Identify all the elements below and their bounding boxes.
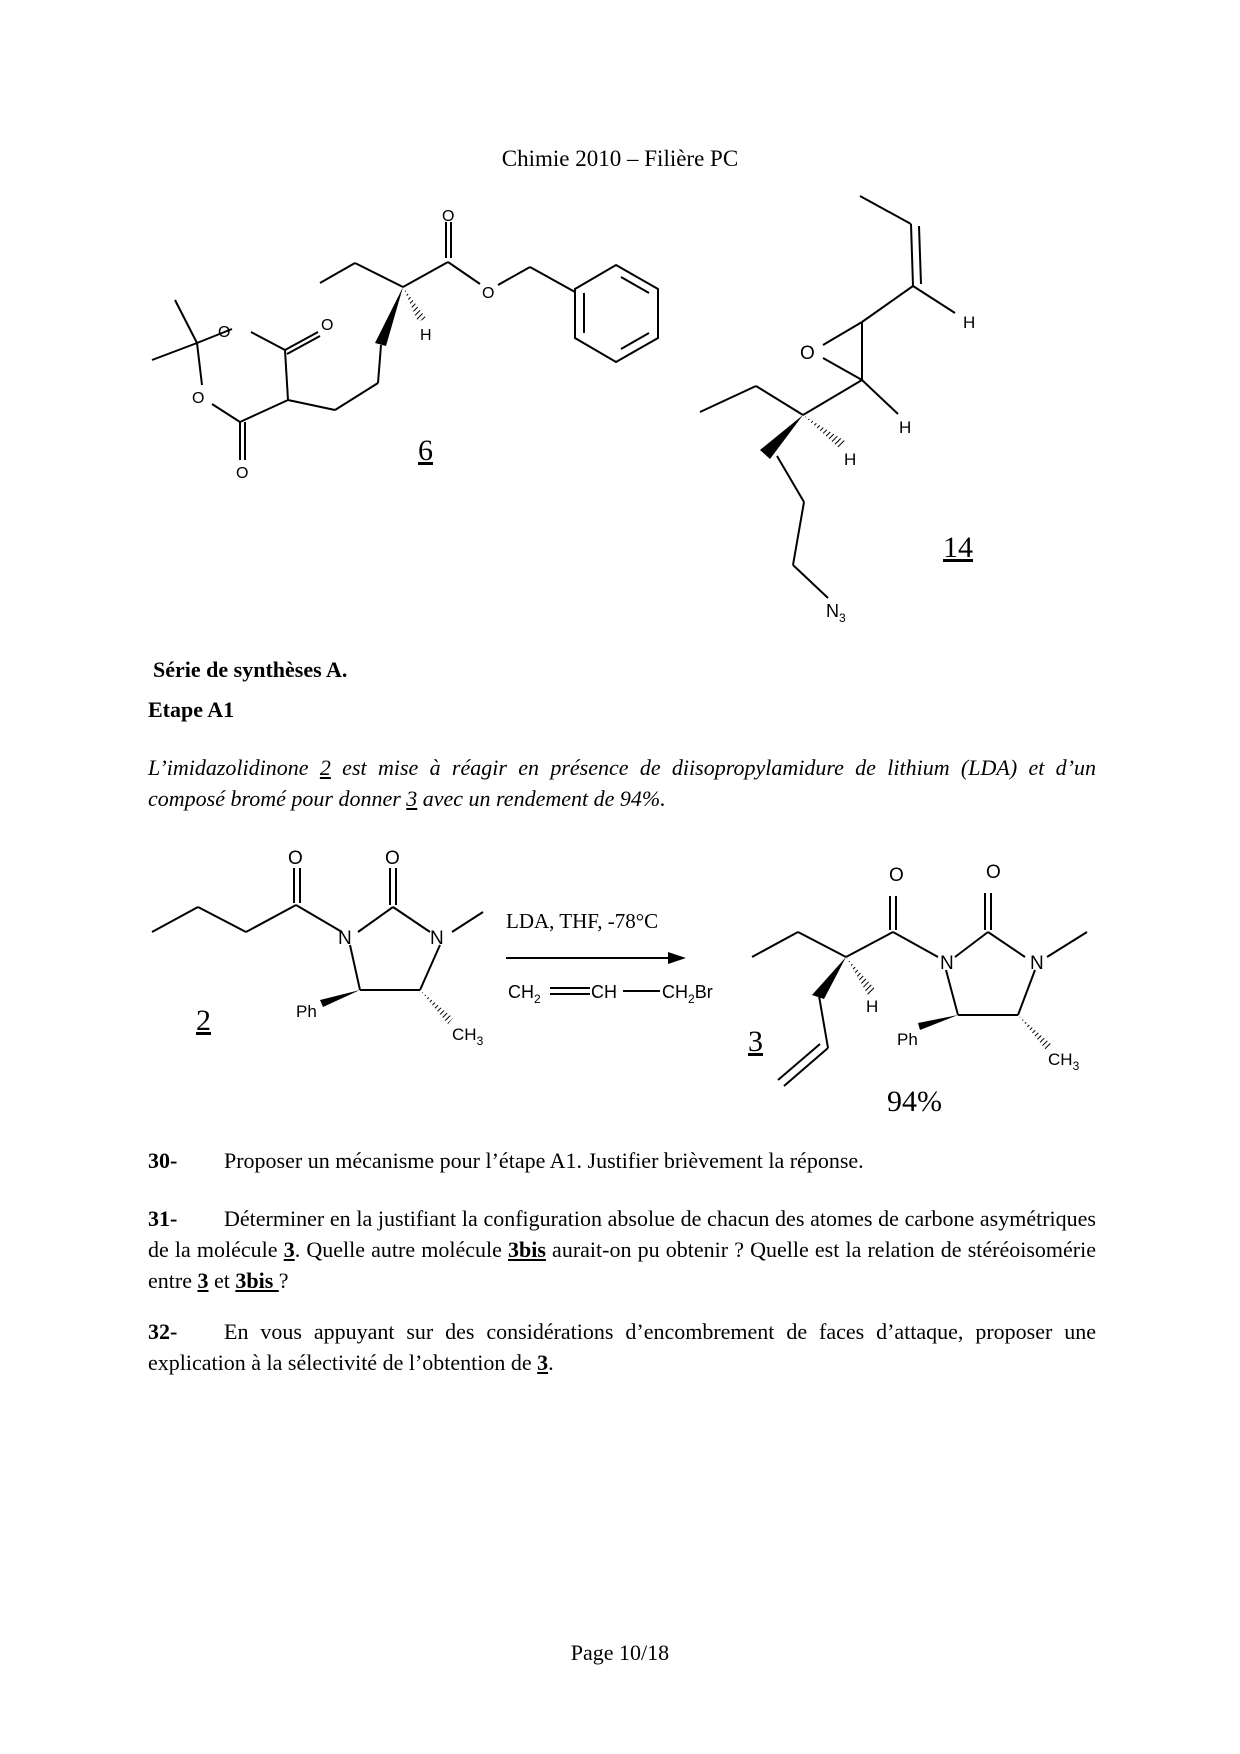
atom-h: H <box>844 450 857 469</box>
question-30: 30- Proposer un mécanisme pour l’étape A1. Justifier brièvement la réponse. <box>148 1148 864 1173</box>
atom-o: O <box>288 848 303 869</box>
compound-label-2: 2 <box>196 1004 211 1037</box>
compound-label-14: 14 <box>943 531 973 564</box>
atom-h: H <box>899 418 912 437</box>
molecule-6 <box>152 222 658 460</box>
atom-h: H <box>866 997 879 1016</box>
svg-text:CH: CH <box>591 982 617 1002</box>
atom-o: O <box>800 343 815 364</box>
question-32: 32- En vous appuyant sur des considérations d’encombrement de faces d’attaque, proposer une explication à la sélectivité de l’obtention de 3. <box>148 1319 1096 1375</box>
atom-n: N <box>430 928 444 949</box>
atom-o: O <box>192 390 205 407</box>
reagent-allyl-bromide <box>508 982 713 1006</box>
step-description: L’imidazolidinone 2 est mise à réagir en présence de diisopropylamidure de lithium (LDA) et d’un composé bromé pour donner 3 avec un rendement de 94%. <box>148 755 1096 811</box>
atom-o: O <box>218 324 231 341</box>
atom-o: O <box>385 848 400 869</box>
atom-o: O <box>442 208 455 225</box>
atom-o: O <box>236 465 249 482</box>
azide-group: $N_3$ <box>826 601 846 625</box>
atom-o: O <box>986 862 1001 883</box>
molecule-14 <box>700 196 955 598</box>
atom-o: O <box>889 865 904 886</box>
compound-label-6: 6 <box>418 434 433 467</box>
atom-n: N <box>1030 953 1044 974</box>
section-title: Série de synthèses A. <box>153 657 348 682</box>
molecule-3 <box>752 893 1087 1086</box>
svg-text:CH2: $CH_2$ <box>508 982 541 1006</box>
methyl-group: $CH_3$ <box>452 1025 484 1048</box>
page-footer: Page 10/18 <box>570 1640 670 1665</box>
atom-o: O <box>321 317 334 334</box>
reaction-conditions: LDA, THF, -78°C <box>506 909 659 933</box>
arrow-head <box>668 952 686 964</box>
yield-value: 94% <box>887 1085 942 1118</box>
question-31: 31- Déterminer en la justifiant la configuration absolue de chacun des atomes de carbone asymétriques de la molécule 3. Quelle autre molécule 3bis aurait-on pu obtenir ? Quelle est la relation de stéréoisomérie entre 3 et 3bis ? <box>148 1206 1096 1293</box>
compound-label-3: 3 <box>748 1025 763 1058</box>
page-header: Chimie 2010 – Filière PC <box>501 146 739 171</box>
svg-text:CH2Br: $CH_2Br$ <box>662 982 713 1006</box>
atom-o: O <box>482 285 495 302</box>
atom-n: N <box>940 953 954 974</box>
phenyl-group: Ph <box>296 1002 317 1021</box>
atom-h: H <box>963 313 976 332</box>
phenyl-group: Ph <box>897 1030 918 1049</box>
atom-h: H <box>420 327 432 344</box>
methyl-group: $CH_3$ <box>1048 1050 1080 1073</box>
atom-n: N <box>338 928 352 949</box>
step-title: Etape A1 <box>148 697 235 722</box>
